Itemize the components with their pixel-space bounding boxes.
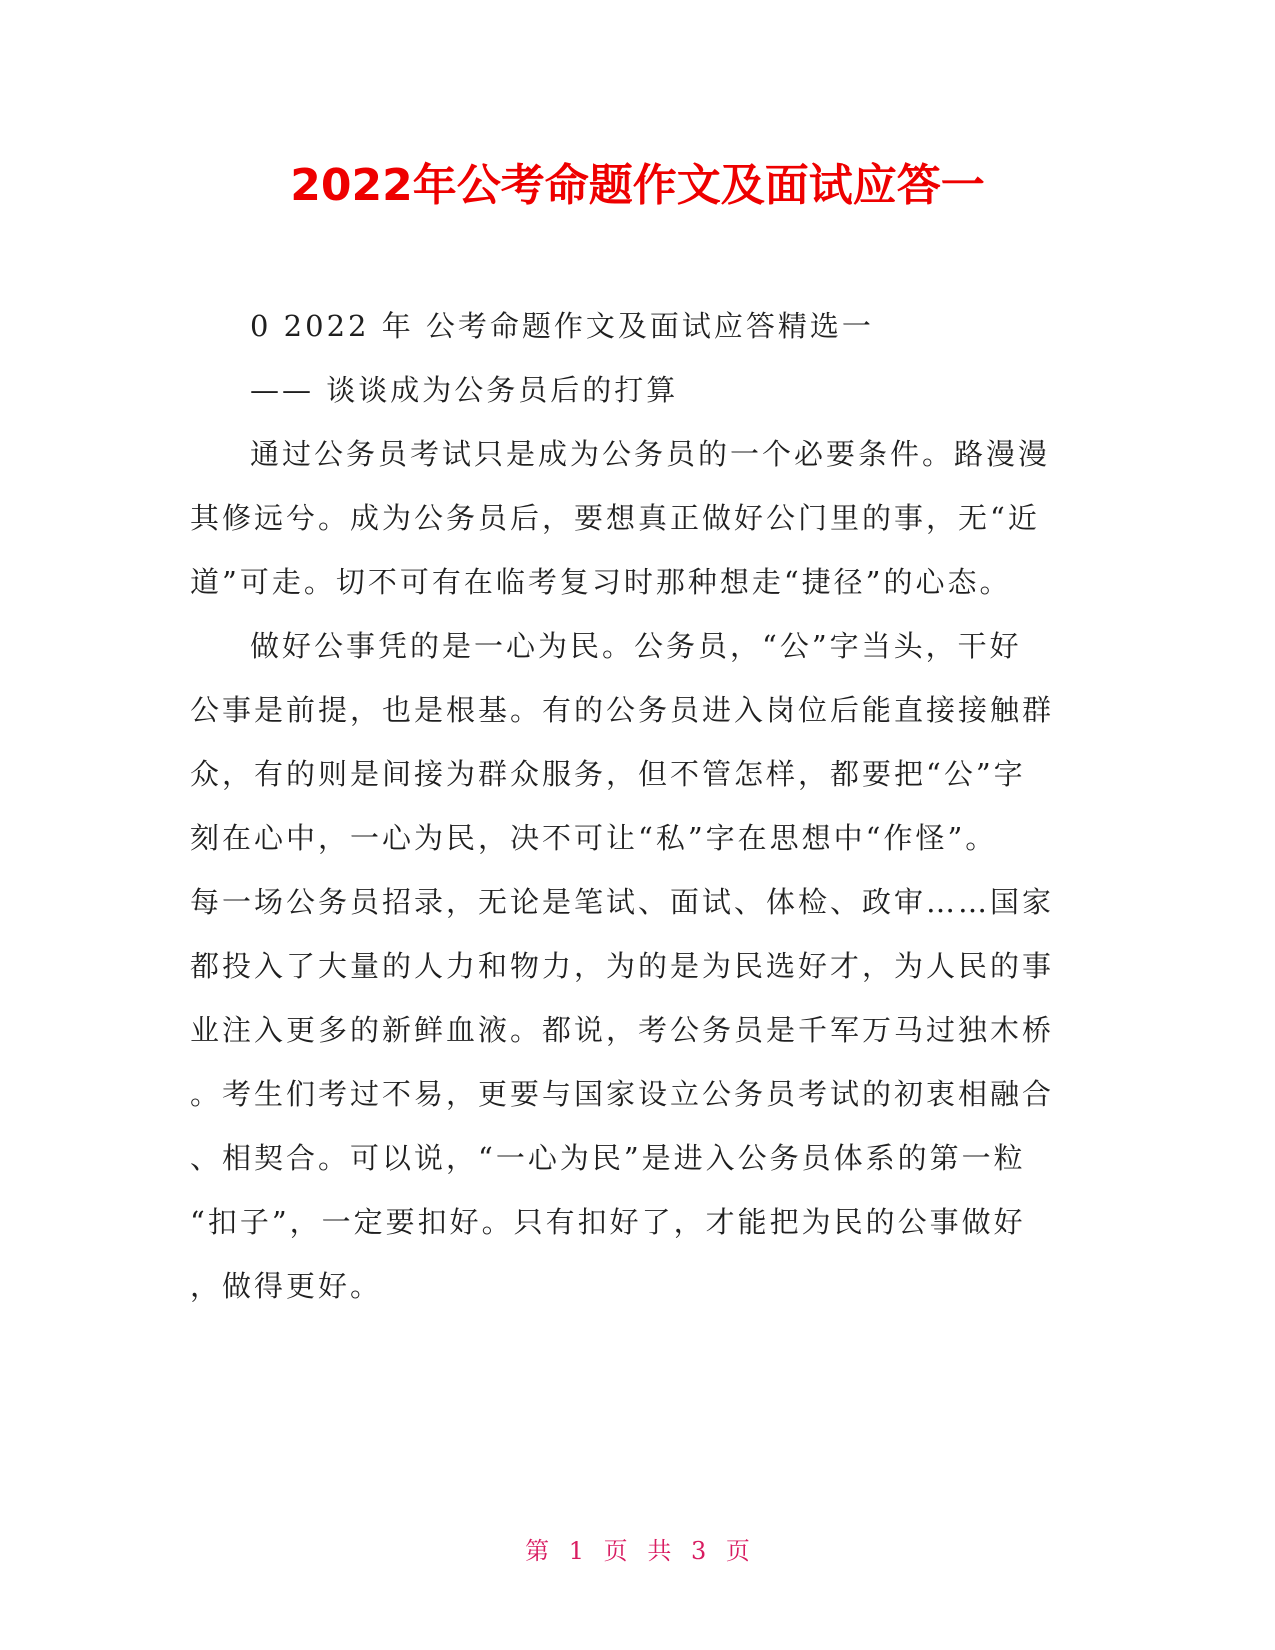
page-label-mid: 页 [603, 1537, 628, 1565]
paragraph-line: 通过公务员考试只是成为公务员的一个必要条件。路漫漫 [250, 437, 1051, 471]
paragraph-line: 刻在心中，一心为民，决不可让“私”字在思想中“作怪”。 [190, 821, 998, 855]
paragraph-line: ，做得更好。 [190, 1269, 383, 1303]
subtitle-line: 0 2022 年 公考命题作文及面试应答精选一 [250, 309, 874, 343]
document-title: 2022年公考命题作文及面试应答一 [290, 160, 985, 211]
paragraph-line: 、相契合。可以说，“一心为民”是进入公务员体系的第一粒 [190, 1141, 1026, 1175]
page-current-number: 1 [568, 1537, 585, 1565]
paragraph-line: 众，有的则是间接为群众服务，但不管怎样，都要把“公”字 [190, 757, 1026, 791]
page-total-prefix: 共 [647, 1537, 672, 1565]
document-body [190, 294, 1085, 1318]
paragraph-line: 。考生们考过不易，更要与国家设立公务员考试的初衷相融合 [190, 1077, 1055, 1111]
paragraph-line: 公事是前提，也是根基。有的公务员进入岗位后能直接接触群 [190, 693, 1055, 727]
subtitle-topic-line: —— 谈谈成为公务员后的打算 [250, 373, 679, 407]
paragraph-line: 每一场公务员招录，无论是笔试、面试、体检、政审……国家 [190, 885, 1055, 919]
paragraph-line: 其修远兮。成为公务员后，要想真正做好公门里的事，无“近 [190, 501, 1040, 535]
paragraph-line: 道”可走。切不可有在临考复习时那种想走“捷径”的心态。 [190, 565, 1012, 599]
page-label-suffix: 页 [725, 1537, 750, 1565]
paragraph-line: 做好公事凭的是一心为民。公务员，“公”字当头，干好 [250, 629, 1022, 663]
page-label-prefix: 第 [525, 1537, 550, 1565]
paragraph-line: “扣子”，一定要扣好。只有扣好了，才能把为民的公事做好 [190, 1205, 1026, 1239]
paragraph-line: 都投入了大量的人力和物力，为的是为民选好才，为人民的事 [190, 949, 1055, 983]
paragraph-line: 业注入更多的新鲜血液。都说，考公务员是千军万马过独木桥 [190, 1013, 1055, 1047]
page-total-number: 3 [690, 1537, 707, 1565]
page-footer [0, 1535, 1275, 1567]
